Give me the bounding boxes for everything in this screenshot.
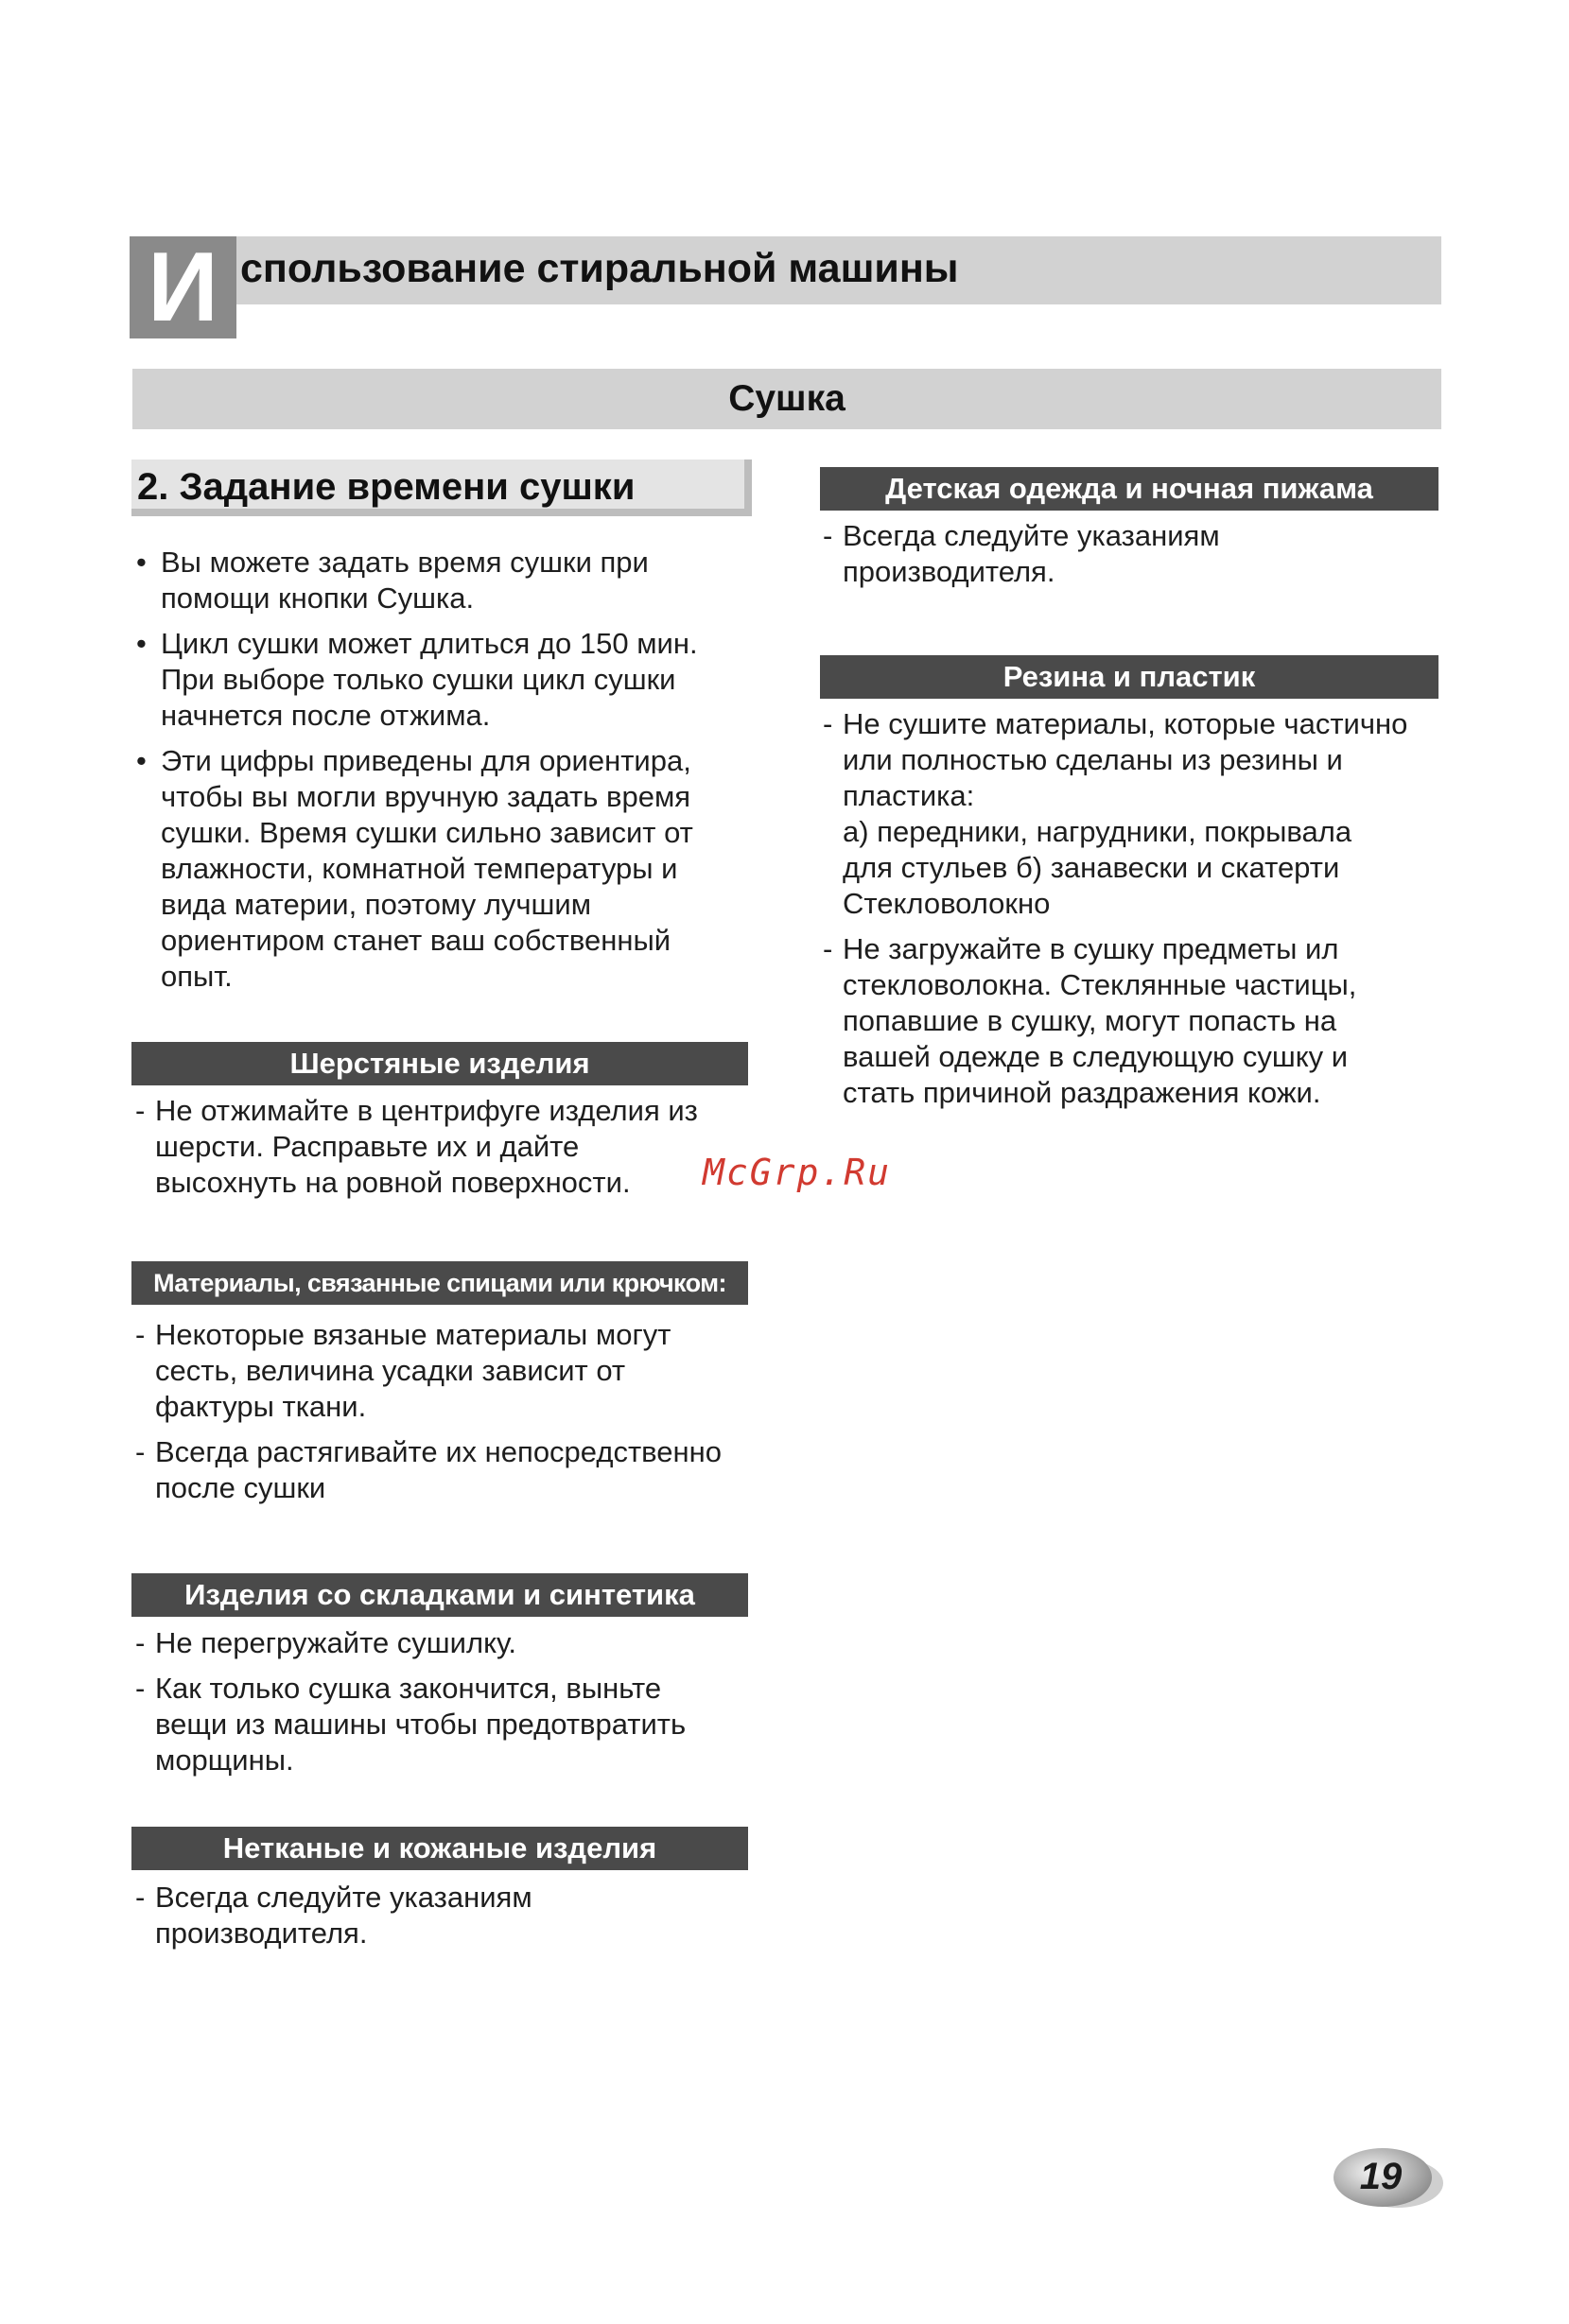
knitted-list	[135, 1317, 778, 1516]
text-line: сесть, величина усадки зависит от	[155, 1354, 626, 1387]
dash-marker: -	[135, 1435, 146, 1468]
text-line: стекловолокна. Стеклянные частицы,	[843, 968, 1357, 1001]
category-heading-nonwoven-leather: Нетканые и кожаные изделия	[131, 1827, 748, 1870]
text-line: помощи кнопки Сушка.	[161, 581, 475, 615]
text-line: пластика:	[843, 779, 975, 812]
bullet-marker: •	[136, 627, 147, 660]
category-heading-rubber-plastic: Резина и пластик	[820, 655, 1438, 699]
text-line: морщины.	[155, 1743, 294, 1777]
text-line: фактуры ткани.	[155, 1390, 367, 1423]
list-item	[135, 1880, 778, 1951]
text-line: Всегда следуйте указаниям	[155, 1881, 532, 1914]
text-line: Не сушите материалы, которые частично	[843, 707, 1408, 740]
text-line: Эти цифры приведены для ориентира,	[161, 744, 691, 777]
page-number: 19	[1359, 2156, 1403, 2197]
text-line: сушки. Время сушки сильно зависит от	[161, 816, 693, 849]
rubber-plastic-list	[823, 706, 1458, 1120]
bullet-marker: •	[136, 744, 147, 777]
text-line: стать причиной раздражения кожи.	[843, 1076, 1321, 1109]
text-line: или полностью сделаны из резины и	[843, 743, 1343, 776]
text-line: высохнуть на ровной поверхности.	[155, 1166, 631, 1199]
watermark: McGrp.Ru	[703, 1152, 892, 1193]
text-line: производителя.	[843, 555, 1055, 588]
text-line: вещи из машины чтобы предотвратить	[155, 1708, 687, 1741]
nonwoven-list	[135, 1880, 778, 1961]
text-line: вашей одежде в следующую сушку и	[843, 1040, 1349, 1073]
section-title: Сушка	[132, 369, 1441, 429]
text-line: шерсти. Расправьте их и дайте	[155, 1130, 580, 1163]
list-item	[135, 1671, 778, 1778]
intro-bullet-list	[136, 545, 760, 1004]
dash-marker: -	[823, 932, 833, 965]
children-clothes-list	[823, 518, 1458, 599]
dash-marker: -	[823, 707, 833, 740]
bullet-marker: •	[136, 546, 147, 579]
text-line: Некоторые вязаные материалы могут	[155, 1318, 671, 1351]
text-line: производителя.	[155, 1916, 368, 1950]
list-item	[823, 931, 1458, 1111]
dash-marker: -	[823, 519, 833, 552]
text-line: Всегда растягивайте их непосредственно	[155, 1435, 722, 1468]
text-line: после сушки	[155, 1471, 326, 1504]
pleated-list	[135, 1625, 778, 1788]
list-item	[135, 1317, 778, 1425]
text-line: для стульев б) занавески и скатерти	[843, 851, 1340, 884]
bullet-item	[136, 626, 760, 734]
text-line: Не загружайте в сушку предметы ил	[843, 932, 1339, 965]
text-line: чтобы вы могли вручную задать время	[161, 780, 691, 813]
dash-marker: -	[135, 1318, 146, 1351]
dash-marker: -	[135, 1626, 146, 1659]
text-line: Цикл сушки может длиться до 150 мин.	[161, 627, 698, 660]
list-item	[135, 1434, 778, 1506]
chapter-initial-letter: И	[130, 236, 236, 338]
bullet-item	[136, 545, 760, 616]
dash-marker: -	[135, 1672, 146, 1705]
list-item	[135, 1093, 778, 1201]
text-line: ориентиром станет ваш собственный	[161, 924, 671, 957]
category-heading-pleated-synthetics: Изделия со складками и синтетика	[131, 1573, 748, 1617]
text-line: начнется после отжима.	[161, 699, 491, 732]
text-line: При выборе только сушки цикл сушки	[161, 663, 676, 696]
dash-marker: -	[135, 1094, 146, 1127]
text-line: влажности, комнатной температуры и	[161, 852, 678, 885]
list-item	[823, 706, 1458, 922]
dash-marker: -	[135, 1881, 146, 1914]
bullet-item	[136, 743, 760, 995]
text-line: а) передники, нагрудники, покрывала	[843, 815, 1352, 848]
text-line: попавшие в сушку, могут попасть на	[843, 1004, 1337, 1037]
wool-list	[135, 1093, 778, 1210]
list-item	[135, 1625, 778, 1661]
category-heading-knitted: Материалы, связанные спицами или крючком:	[131, 1261, 748, 1305]
text-line: Как только сушка закончится, выньте	[155, 1672, 662, 1705]
text-line: опыт.	[161, 960, 233, 993]
text-line: Вы можете задать время сушки при	[161, 546, 649, 579]
category-heading-wool: Шерстяные изделия	[131, 1042, 748, 1085]
subsection-heading: 2. Задание времени сушки	[131, 460, 752, 516]
text-line: вида материи, поэтому лучшим	[161, 888, 592, 921]
text-line: Стекловолокно	[843, 887, 1051, 920]
text-line: Не перегружайте сушилку.	[155, 1626, 516, 1659]
list-item	[823, 518, 1458, 590]
category-heading-children-clothes: Детская одежда и ночная пижама	[820, 467, 1438, 511]
chapter-title: спользование стиральной машины	[240, 246, 959, 291]
text-line: Всегда следуйте указаниям	[843, 519, 1220, 552]
text-line: Не отжимайте в центрифуге изделия из	[155, 1094, 698, 1127]
